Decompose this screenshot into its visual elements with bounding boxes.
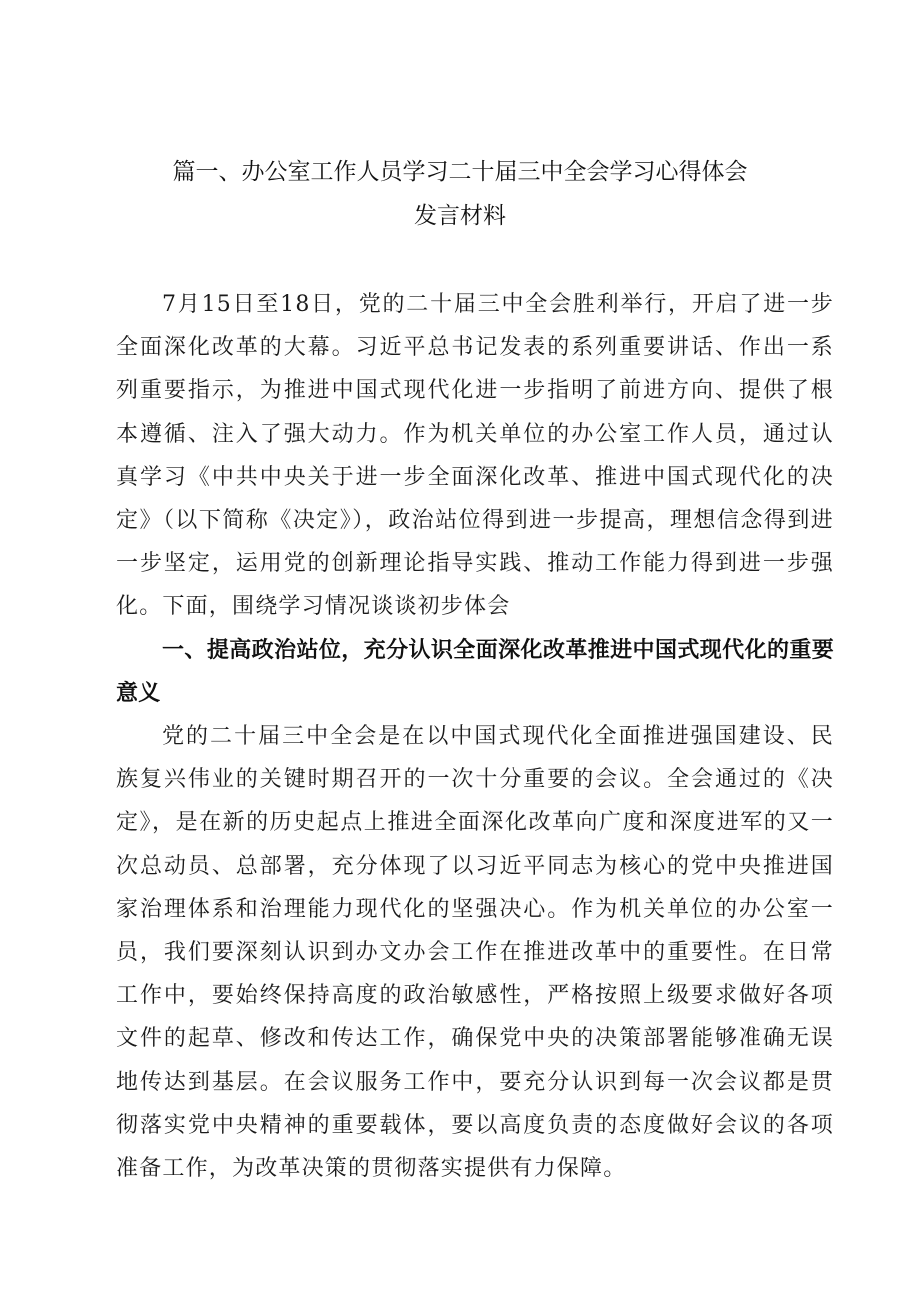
document-title — [0, 150, 920, 238]
section-1-paragraph: 党的二十届三中全会是在以中国式现代化全面推进强国建设、民族复兴伟业的关键时期召开的一次十分重要的会议。全会通过的《决定》，是在新的历史起点上推进全面深化改革向广度和深度进军的又一次总动员、总部署，充分体现了以习近平同志为核心的党中央推进国家治理体系和治理能力现代化的坚强决心。作为机关单位的办公室一员，我们要深刻认识到办文办会工作在推进改革中的重要性。在日常工作中，要始终保持高度的政治敏感性，严格按照上级要求做好各项文件的起草、修改和传达工作，确保党中央的决策部署能够准确无误地传达到基层。在会议服务工作中，要充分认识到每一次会议都是贯彻落实党中央精神的重要载体，要以高度负责的态度做好会议的各项准备工作，为改革决策的贯彻落实提供有力保障。 — [116, 724, 834, 1182]
document-body — [116, 283, 834, 1190]
section-1-heading: 一、提高政治站位，充分认识全面深化改革推进中国式现代化的重要意义 — [116, 637, 834, 706]
title-line-1: 篇一、办公室工作人员学习二十届三中全会学习心得体会 — [172, 159, 748, 185]
intro-paragraph: 7月15日至18日，党的二十届三中全会胜利举行，开启了进一步全面深化改革的大幕。习近平总书记发表的系列重要讲话、作出一系列重要指示，为推进中国式现代化进一步指明了前进方向、提供了根本遵循、注入了强大动力。作为机关单位的办公室工作人员，通过认真学习《中共中央关于进一步全面深化改革、推进中国式现代化的决定》（以下简称《决定》），政治站位得到进一步提高，理想信念得到进一步坚定，运用党的创新理论指导实践、推动工作能力得到进一步强化。下面，围绕学习情况谈谈初步体会 — [116, 292, 834, 620]
title-line-2: 发言材料 — [414, 203, 506, 229]
